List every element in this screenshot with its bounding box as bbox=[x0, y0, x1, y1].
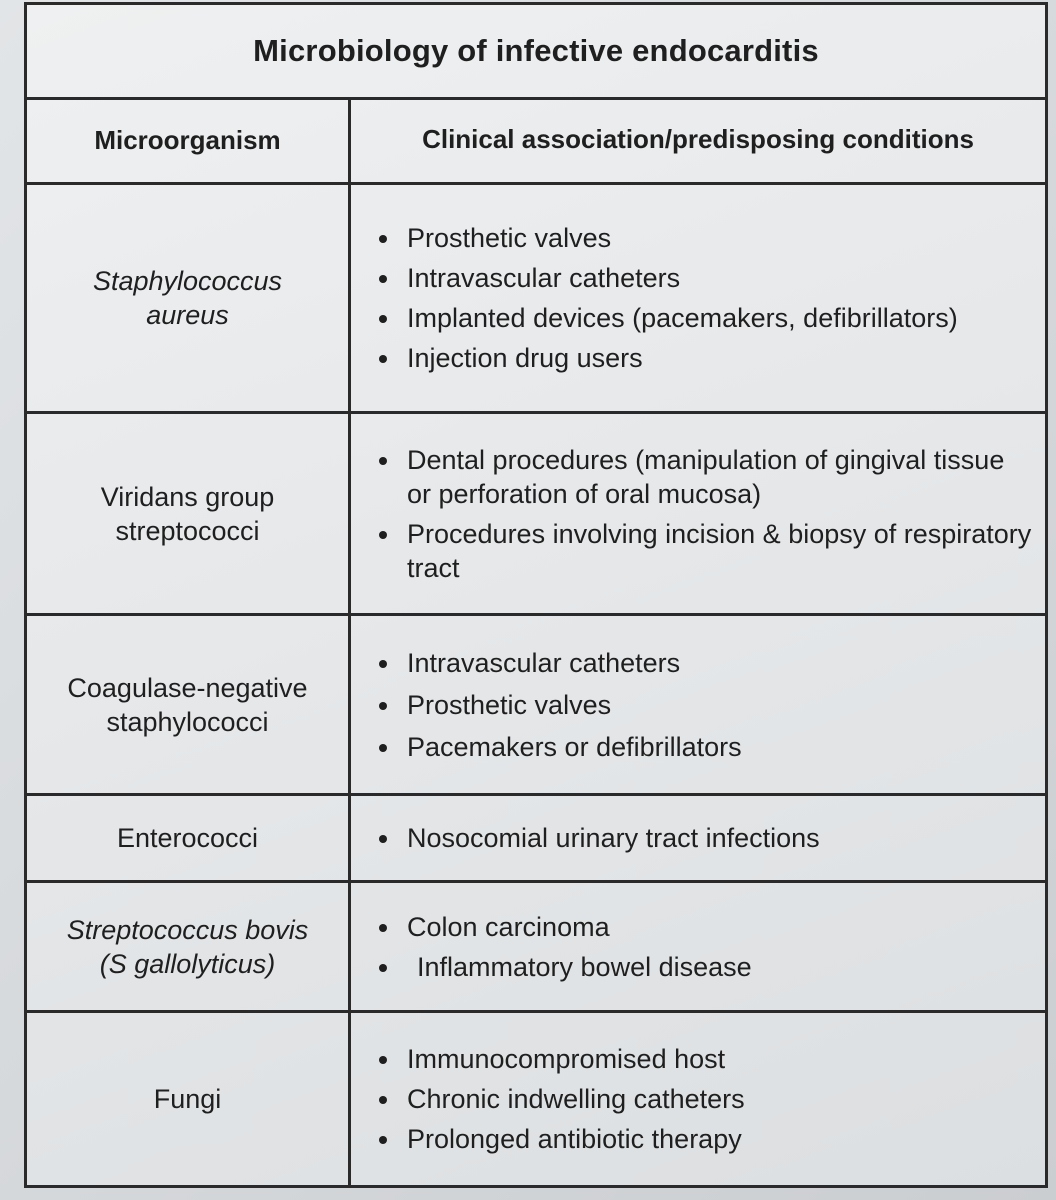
list-item: Intravascular catheters bbox=[375, 261, 1035, 295]
organism-cell: Coagulase-negative staphylococci bbox=[67, 672, 308, 737]
list-item: Implanted devices (pacemakers, defibrillators) bbox=[375, 301, 1035, 335]
organism-cell: Staphylococcus aureus bbox=[92, 266, 283, 330]
list-item: Procedures involving incision & biopsy of respiratory tract bbox=[375, 517, 1035, 585]
list-item: Nosocomial urinary tract infections bbox=[375, 821, 1035, 855]
header-association: Clinical association/predisposing conditions bbox=[422, 124, 974, 154]
table-row bbox=[27, 185, 1045, 414]
organism-cell: Streptococcus bovis (S gallolyticus) bbox=[66, 914, 309, 979]
list-item: Dental procedures (manipulation of gingival tissue or perforation of oral mucosa) bbox=[375, 443, 1035, 511]
association-cell bbox=[351, 185, 1045, 411]
organism-cell: Fungi bbox=[153, 1084, 222, 1114]
table-title: Microbiology of infective endocarditis bbox=[27, 5, 1045, 100]
association-cell bbox=[351, 616, 1045, 793]
list-item: Inflammatory bowel disease bbox=[375, 950, 1035, 984]
list-item: Intravascular catheters bbox=[375, 646, 1035, 680]
list-item: Immunocompromised host bbox=[375, 1042, 1035, 1076]
association-list bbox=[375, 437, 1035, 591]
table-row bbox=[27, 414, 1045, 616]
list-item: Injection drug users bbox=[375, 341, 1035, 375]
organism-cell: Enterococci bbox=[116, 823, 259, 853]
table-row bbox=[27, 883, 1045, 1013]
list-item: Chronic indwelling catheters bbox=[375, 1082, 1035, 1116]
association-list bbox=[375, 1041, 1035, 1157]
association-list bbox=[375, 815, 1035, 861]
association-list bbox=[375, 215, 1035, 381]
association-cell bbox=[351, 796, 1045, 880]
association-cell bbox=[351, 1013, 1045, 1185]
list-item: Pacemakers or defibrillators bbox=[375, 730, 1035, 764]
header-row bbox=[27, 97, 1045, 185]
list-item: Prolonged antibiotic therapy bbox=[375, 1122, 1035, 1156]
association-list bbox=[375, 645, 1035, 765]
association-list bbox=[375, 904, 1035, 990]
association-cell bbox=[351, 414, 1045, 613]
table-row bbox=[27, 796, 1045, 883]
endocarditis-table bbox=[24, 2, 1048, 1188]
table-row bbox=[27, 616, 1045, 796]
organism-cell: Viridans group streptococci bbox=[100, 481, 275, 546]
list-item: Prosthetic valves bbox=[375, 688, 1035, 722]
list-item: Colon carcinoma bbox=[375, 910, 1035, 944]
table-row bbox=[27, 1013, 1045, 1185]
list-item: Prosthetic valves bbox=[375, 221, 1035, 255]
header-microorganism: Microorganism bbox=[94, 124, 281, 155]
association-cell bbox=[351, 883, 1045, 1010]
